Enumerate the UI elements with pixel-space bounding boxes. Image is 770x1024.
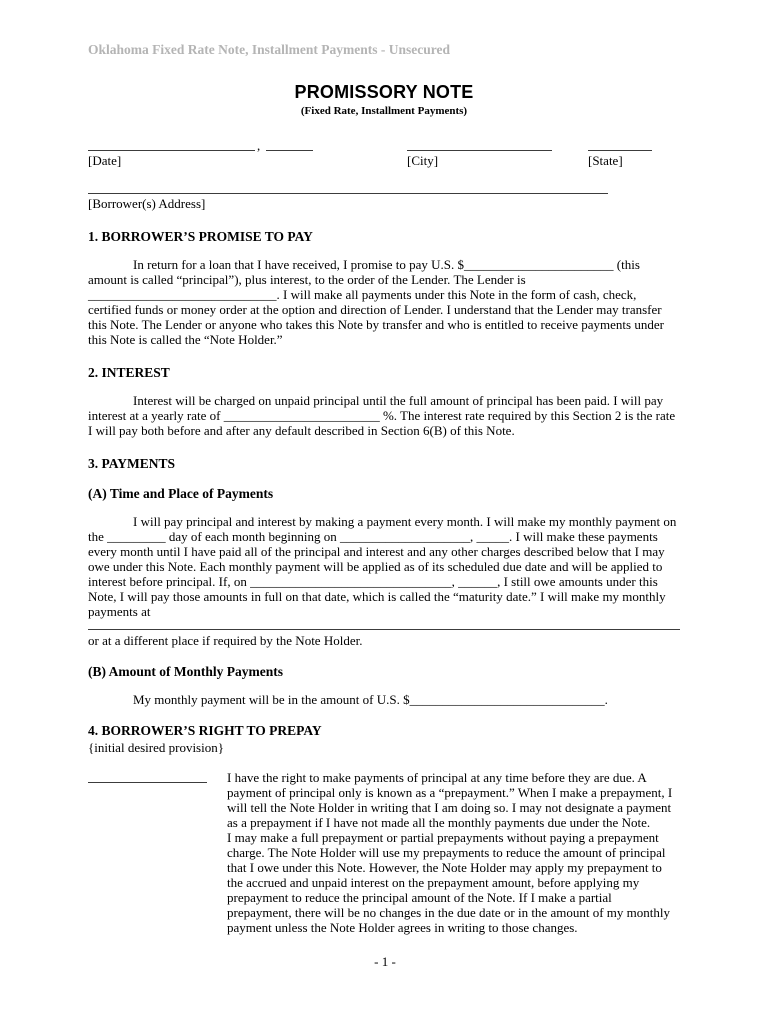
- section-2-paragraph: Interest will be charged on unpaid principal until the full amount of principal has been paid. I will pay interest at a yearly rate of ________________________ %. The interest rate required by this Section 2 is the rate I will pay both before and after any default described in Section 6(B) of this Note.: [88, 393, 676, 438]
- section-4-provision-note: {initial desired provision}: [88, 740, 224, 755]
- date-field-label: [Date]: [88, 153, 122, 168]
- prepay-provision-block: [88, 770, 680, 935]
- borrower-address-field-label: [Borrower(s) Address]: [88, 196, 206, 211]
- prepay-paragraph-2: I may make a full prepayment or partial prepayments without paying a prepayment charge. The Note Holder will use my prepayments to reduce the amount of principal that I owe under this Note. However, the Note Holder may apply my prepayment to the accrued and unpaid interest on the prepayment amount, before applying my prepayment to reduce the principal amount of the Note. If I make a partial prepayment, there will be no changes in the due date or in the amount of my monthly payment unless the Note Holder agrees in writing to those changes.: [227, 830, 670, 935]
- borrower-address-row: [88, 181, 680, 215]
- section-3-heading: 3. PAYMENTS: [88, 456, 176, 471]
- section-3b-heading: (B) Amount of Monthly Payments: [88, 664, 283, 679]
- prepay-paragraph-1: I have the right to make payments of principal at any time before they are due. A payment of principal only is known as a “prepayment.” When I make a prepayment, I will tell the Note Holder in writing that I am doing so. I may not designate a payment as a prepayment if I have not made all the monthly payments due under the Note.: [227, 770, 673, 830]
- date-year-field-line[interactable]: [266, 150, 313, 151]
- date-city-state-row: [88, 137, 680, 171]
- city-field-label: [City]: [407, 153, 439, 168]
- document-title: PROMISSORY NOTE: [294, 82, 474, 102]
- date-field-line[interactable]: [88, 150, 255, 151]
- section-3a-paragraph: I will pay principal and interest by making a payment every month. I will make my monthly payment on the _________ day of each month beginning on ____________________, _____. I will make these payments every month until I have paid all of the principal and interest and any other charges described below that I may owe under this Note. Each monthly payment will be applied as of its scheduled due date and will be applied to interest before principal. If, on _______________________________, ______, I still owe amounts under this Note, I will pay those amounts in full on that date, which is called the “maturity date.” I will make my monthly payments at: [88, 514, 677, 619]
- borrower-address-field-line[interactable]: [88, 193, 608, 194]
- section-1-heading: 1. BORROWER’S PROMISE TO PAY: [88, 229, 313, 244]
- section-4-heading: 4. BORROWER’S RIGHT TO PREPAY: [88, 723, 322, 738]
- document-subtitle: (Fixed Rate, Installment Payments): [300, 105, 468, 117]
- state-field-line[interactable]: [588, 150, 652, 151]
- section-2-heading: 2. INTEREST: [88, 365, 170, 380]
- document-page: [88, 0, 680, 935]
- section-3a-heading: (A) Time and Place of Payments: [88, 486, 274, 501]
- state-field-label: [State]: [588, 153, 623, 168]
- section-3b-paragraph: My monthly payment will be in the amount of U.S. $______________________________.: [133, 692, 608, 707]
- document-type-watermark: Oklahoma Fixed Rate Note, Installment Payments - Unsecured: [88, 42, 450, 57]
- city-field-line[interactable]: [407, 150, 552, 151]
- section-1-paragraph: In return for a loan that I have received, I promise to pay U.S. $_______________________ (this amount is called “principal”), plus interest, to the order of the Lender. The Lender is _____________________________. I will make all payments under this Note in the form of cash, check, certified funds or money order at the option and direction of Lender. I understand that the Lender may transfer this Note. The Lender or anyone who takes this Note by transfer and who is entitled to receive payments under this Note is called the “Note Holder.”: [88, 257, 664, 347]
- page-number: - 1 -: [374, 954, 396, 969]
- initials-field-line[interactable]: [88, 770, 207, 783]
- section-3a-continuation: or at a different place if required by the Note Holder.: [88, 633, 363, 648]
- payment-address-field-line[interactable]: [88, 629, 680, 630]
- date-comma: ,: [257, 138, 261, 153]
- prepay-provision-text: [227, 770, 678, 935]
